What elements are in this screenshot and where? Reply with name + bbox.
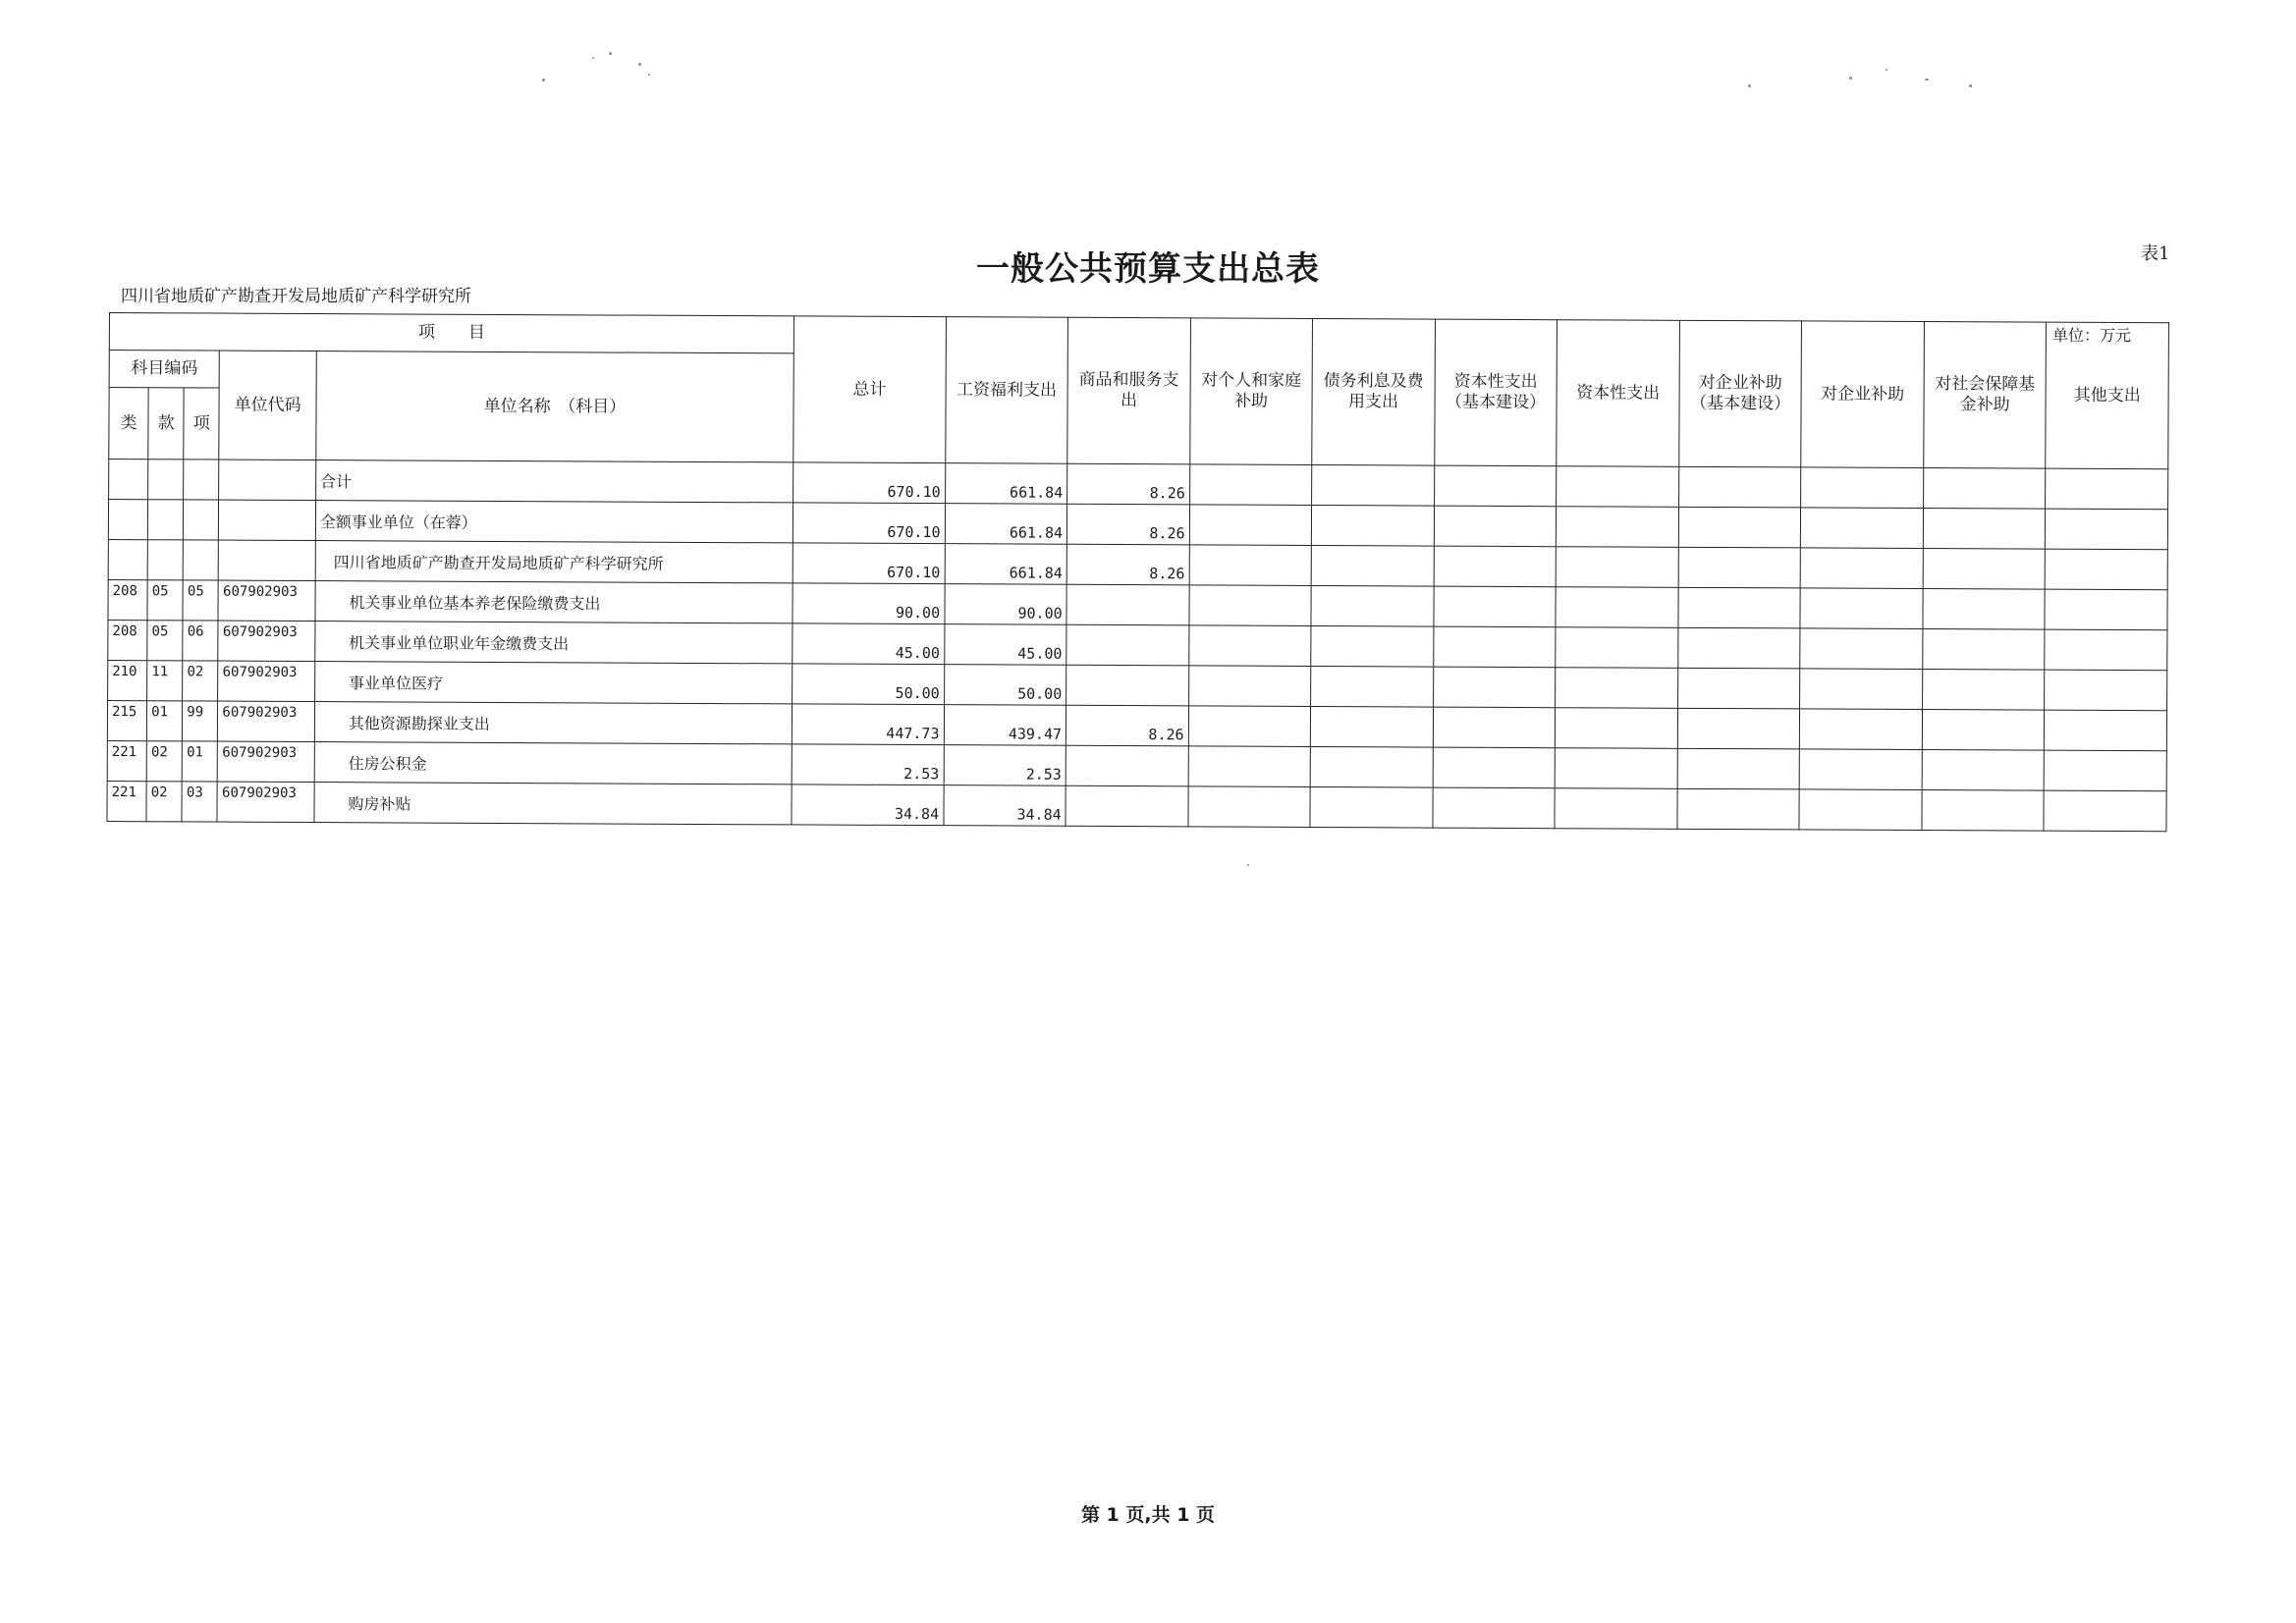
lei-cell (109, 460, 148, 500)
value-cell (1066, 785, 1188, 827)
value-cell (1188, 746, 1311, 787)
value-cell (1312, 464, 1435, 506)
column-header: 工资福利支出 (945, 317, 1067, 464)
organization-name: 四川省地质矿产勘查开发局地质矿产科学研究所 (121, 287, 471, 306)
value-cell (1311, 625, 1434, 667)
value-cell (1433, 667, 1556, 708)
value-cell (1556, 587, 1678, 628)
value-cell (1433, 787, 1556, 829)
unit-name-cell: 全额事业单位（在蓉） (315, 501, 793, 543)
scan-speck (1969, 84, 1972, 87)
unit-code-cell (219, 540, 316, 580)
xiang-cell: 05 (183, 580, 218, 621)
value-cell: 50.00 (793, 664, 945, 705)
value-cell (1555, 788, 1677, 830)
value-cell (1678, 587, 1801, 628)
kuan-cell (147, 540, 183, 580)
scan-speck (648, 74, 650, 76)
value-cell (1555, 748, 1677, 789)
value-cell (1311, 706, 1434, 747)
value-cell: 8.26 (1066, 504, 1189, 545)
value-cell: 90.00 (945, 584, 1067, 625)
value-cell (1556, 668, 1678, 709)
kuan-cell: 05 (147, 580, 183, 621)
value-cell (1922, 790, 2045, 832)
value-cell (2046, 509, 2168, 550)
value-cell: 8.26 (1066, 705, 1188, 746)
scan-speck (1886, 69, 1887, 71)
value-cell (1311, 545, 1434, 586)
value-cell (1310, 746, 1433, 787)
value-cell (1801, 508, 1924, 549)
value-cell (1434, 546, 1557, 587)
value-cell (1434, 465, 1557, 507)
table-body (107, 460, 2168, 832)
value-cell: 670.10 (793, 503, 945, 544)
xiang-cell (183, 540, 218, 580)
value-cell (1677, 668, 1800, 709)
xiang-cell: 99 (183, 701, 218, 741)
value-cell: 45.00 (944, 624, 1066, 666)
xiang-cell: 02 (183, 661, 218, 701)
lei-cell (108, 539, 147, 579)
value-cell (1922, 710, 2045, 751)
lei-cell: 208 (108, 579, 147, 620)
value-cell (1556, 627, 1678, 669)
value-cell (1066, 745, 1188, 786)
value-cell: 2.53 (792, 744, 944, 785)
scan-speck (609, 52, 612, 55)
value-cell: 661.84 (945, 544, 1067, 585)
value-cell (2045, 670, 2167, 711)
value-cell (1678, 466, 1801, 508)
column-header: 对个人和家庭补助 (1189, 318, 1312, 465)
unit-code-cell: 607902903 (218, 621, 315, 661)
kuan-cell: 02 (146, 741, 182, 782)
unit-code-cell (219, 460, 316, 500)
value-cell (1433, 707, 1556, 748)
lei-cell: 221 (107, 740, 146, 781)
unit-name-cell: 事业单位医疗 (314, 662, 792, 704)
xiang-cell (184, 460, 219, 500)
lei-cell: 221 (107, 781, 146, 821)
column-header: 其他支出 (2046, 322, 2168, 469)
value-cell (1800, 709, 1923, 750)
scan-speck (1925, 79, 1929, 81)
value-cell (1189, 545, 1312, 586)
value-cell (1434, 586, 1557, 627)
value-cell (1678, 627, 1801, 669)
unit-name-cell: 机关事业单位职业年金缴费支出 (315, 622, 793, 664)
column-header: 对企业补助（基本建设） (1679, 320, 1802, 467)
value-cell (1188, 786, 1311, 828)
column-header: 债务利息及费用支出 (1312, 318, 1435, 465)
value-cell (1189, 585, 1312, 626)
budget-expenditure-table (106, 312, 2169, 832)
value-cell: 447.73 (792, 704, 944, 745)
unit-name-cell: 其他资源勘探业支出 (314, 702, 792, 744)
column-header: 对企业补助 (1801, 321, 1924, 468)
value-cell: 8.26 (1066, 544, 1189, 585)
value-cell (1677, 748, 1800, 789)
value-cell (2045, 589, 2167, 630)
value-cell (1556, 708, 1678, 749)
project-header: 项 目 (109, 313, 793, 353)
value-cell (2045, 710, 2167, 751)
document-title: 一般公共预算支出总表 (976, 249, 1320, 289)
value-cell (1433, 626, 1556, 668)
value-cell (1678, 547, 1801, 588)
subject-code-header: 科目编码 (109, 351, 220, 389)
unit-name-cell: 住房公积金 (314, 742, 792, 784)
value-cell (1923, 629, 2046, 671)
column-header: 商品和服务支出 (1067, 317, 1190, 464)
column-header: 资本性支出 (1557, 320, 1679, 467)
value-cell: 670.10 (793, 462, 946, 504)
scan-speck (542, 79, 545, 81)
value-cell (1923, 509, 2046, 550)
value-cell (1066, 624, 1189, 666)
value-cell (1066, 665, 1189, 706)
value-cell: 50.00 (944, 665, 1066, 706)
value-cell (1556, 547, 1678, 588)
unit-code-cell: 607902903 (218, 741, 315, 782)
value-cell (1801, 467, 1924, 509)
kuan-cell (148, 500, 184, 540)
value-cell (1922, 670, 2045, 711)
lei-cell: 210 (108, 660, 147, 700)
value-cell: 45.00 (793, 623, 945, 665)
lei-cell: 208 (108, 620, 147, 660)
value-cell (1312, 505, 1435, 546)
unit-code-cell: 607902903 (217, 782, 314, 822)
lei-cell (108, 500, 147, 540)
unit-name-cell: 购房补贴 (314, 783, 792, 825)
value-cell: 661.84 (945, 463, 1067, 505)
unit-name-cell: 合计 (315, 460, 793, 503)
value-cell: 661.84 (945, 504, 1067, 545)
kuan-header: 款 (148, 388, 184, 460)
kuan-cell: 11 (147, 661, 183, 701)
value-cell: 34.84 (792, 784, 944, 826)
kuan-cell (148, 460, 184, 500)
value-cell (1677, 708, 1800, 749)
value-cell (2046, 468, 2168, 510)
unit-code-cell (219, 500, 316, 540)
unit-name-cell: 四川省地质矿产勘查开发局地质矿产科学研究所 (315, 541, 793, 583)
kuan-cell: 02 (146, 782, 182, 822)
page-footer: 第 1 页,共 1 页 (1080, 1504, 1216, 1526)
budget-table-container (106, 312, 2169, 832)
value-cell (1557, 466, 1679, 508)
value-cell (1188, 706, 1311, 747)
kuan-cell: 01 (147, 701, 183, 741)
value-cell (1188, 625, 1311, 667)
value-cell (1922, 750, 2045, 791)
scan-speck (1748, 84, 1751, 87)
column-header: 总计 (793, 316, 946, 463)
value-cell (1433, 747, 1556, 788)
value-cell (1434, 506, 1557, 547)
scan-speck (1849, 77, 1852, 80)
value-cell (1677, 788, 1800, 830)
value-cell (1188, 666, 1311, 707)
value-cell (2044, 790, 2166, 832)
table-number: 表1 (2141, 243, 2170, 264)
value-cell (1923, 589, 2046, 630)
value-cell (1800, 628, 1923, 670)
value-cell (1066, 584, 1189, 625)
lei-header: 类 (109, 388, 149, 460)
scan-speck (638, 63, 641, 66)
scan-speck (1247, 864, 1249, 866)
unit-label: 单位：万元 (2052, 326, 2132, 345)
value-cell (1311, 585, 1434, 626)
column-header: 对社会保障基金补助 (1924, 322, 2047, 469)
value-cell (1310, 786, 1433, 828)
xiang-cell: 06 (183, 621, 218, 661)
value-cell (1557, 507, 1679, 548)
value-cell (1923, 549, 2046, 590)
scan-speck (592, 57, 594, 59)
value-cell (1923, 468, 2046, 510)
xiang-header: 项 (184, 388, 219, 460)
value-cell: 90.00 (793, 583, 945, 624)
column-header: 资本性支出（基本建设） (1434, 319, 1557, 466)
value-cell: 439.47 (944, 705, 1066, 746)
value-cell (2046, 549, 2168, 590)
value-cell: 8.26 (1067, 463, 1190, 505)
value-cell (1189, 505, 1312, 546)
value-cell (2045, 629, 2167, 671)
value-cell (1678, 507, 1801, 548)
value-cell: 670.10 (793, 543, 945, 584)
value-cell (1800, 588, 1923, 629)
value-cell (2045, 750, 2167, 791)
value-cell (1799, 789, 1922, 831)
kuan-cell: 05 (147, 621, 183, 661)
value-cell (1800, 548, 1923, 589)
value-cell (1800, 669, 1923, 710)
unit-code-cell: 607902903 (218, 661, 315, 701)
unit-code-cell: 607902903 (218, 580, 315, 621)
unit-name-header: 单位名称 （科目） (316, 352, 794, 462)
unit-code-header: 单位代码 (219, 351, 316, 460)
unit-name-cell: 机关事业单位基本养老保险缴费支出 (315, 581, 793, 623)
unit-code-cell: 607902903 (218, 701, 315, 741)
xiang-cell (184, 500, 219, 540)
value-cell (1189, 464, 1312, 506)
xiang-cell: 01 (182, 741, 217, 782)
value-cell (1311, 666, 1434, 707)
value-cell: 34.84 (944, 785, 1066, 827)
value-cell: 2.53 (944, 745, 1066, 786)
lei-cell: 215 (107, 700, 146, 740)
xiang-cell: 03 (182, 782, 217, 822)
table-header (109, 313, 2169, 469)
value-cell (1799, 749, 1922, 790)
